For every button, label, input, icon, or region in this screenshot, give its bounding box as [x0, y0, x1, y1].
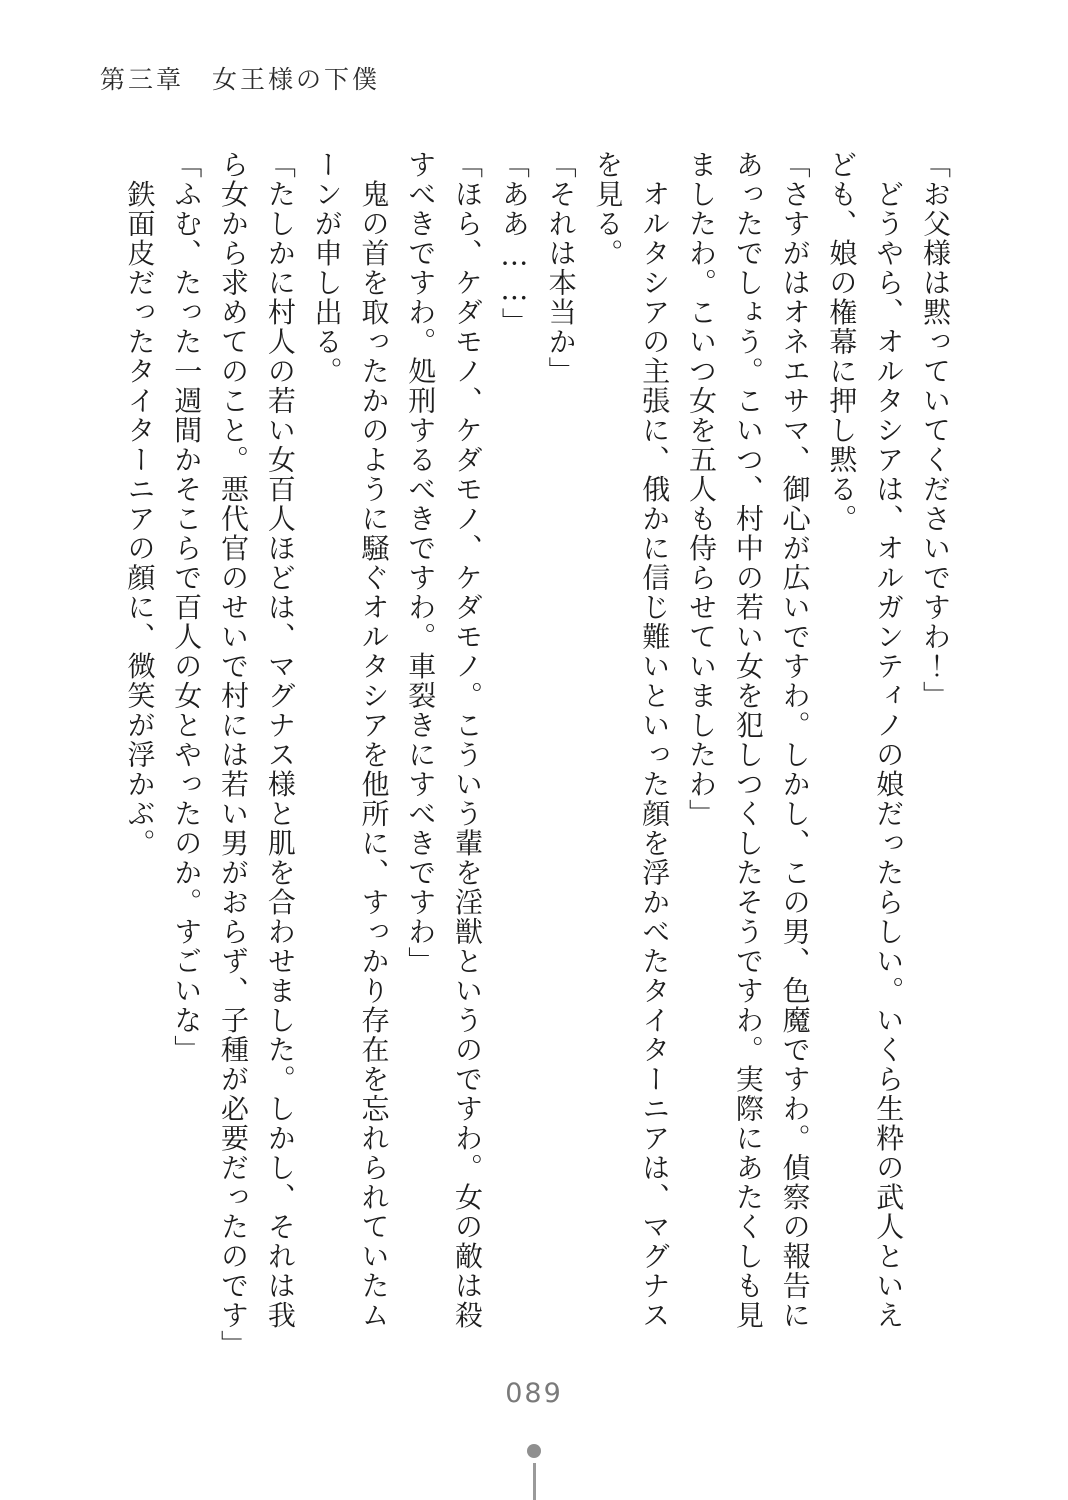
footer-dot-ornament [527, 1444, 541, 1458]
text-column: 「たしかに村人の若い女百人ほどは、マグナス様と肌を合わせました。しかし、それは我 [263, 150, 297, 1330]
text-column: あったでしょう。こいつ、村中の若い女を犯しつくしたそうですわ。実際にあたくしも見 [731, 150, 765, 1330]
text-column: 鉄面皮だったタイターニアの顔に、微笑が浮かぶ。 [123, 150, 157, 858]
text-column: ましたわ。こいつ女を五人も侍らせていましたわ」 [685, 150, 719, 829]
text-column: ども、娘の権幕に押し黙る。 [825, 150, 859, 534]
text-column: どうやら、オルタシアは、オルガンティノの娘だったらしい。いくら生粋の武人といえ [872, 150, 906, 1330]
text-column: 「それは本当か」 [544, 150, 578, 386]
text-column: を見る。 [591, 150, 625, 268]
vertical-text-block [116, 150, 958, 1360]
text-column: 「お父様は黙っていてくださいですわ！」 [919, 150, 952, 711]
text-column: 鬼の首を取ったかのように騒ぐオルタシアを他所に、すっかり存在を忘れられていたム [357, 150, 391, 1330]
text-column: 「さすがはオネエサマ、御心が広いですわ。しかし、この男、色魔ですわ。偵察の報告に [778, 150, 812, 1330]
text-column: ら女から求めてのこと。悪代官のせいで村には若い男がおらず、子種が必要だったのです」 [217, 150, 251, 1360]
text-column: オルタシアの主張に、俄かに信じ難いといった顔を浮かべたタイターニアは、マグナス [638, 150, 672, 1330]
text-column: 「ああ……」 [497, 150, 531, 337]
text-column: 「ほら、ケダモノ、ケダモノ、ケダモノ。こういう輩を淫獣というのですわ。女の敵は殺 [451, 150, 485, 1330]
page-number: 089 [505, 1378, 563, 1409]
text-column: ーンが申し出る。 [310, 150, 344, 386]
chapter-running-head: 第三章 女王様の下僕 [100, 65, 381, 94]
text-column: 「ふむ、たった一週間かそこらで百人の女とやったのか。すごいな」 [170, 150, 204, 1065]
footer-line-ornament [533, 1463, 536, 1500]
text-column: すべきですわ。処刑するべきですわ。車裂きにすべきですわ」 [404, 150, 438, 976]
